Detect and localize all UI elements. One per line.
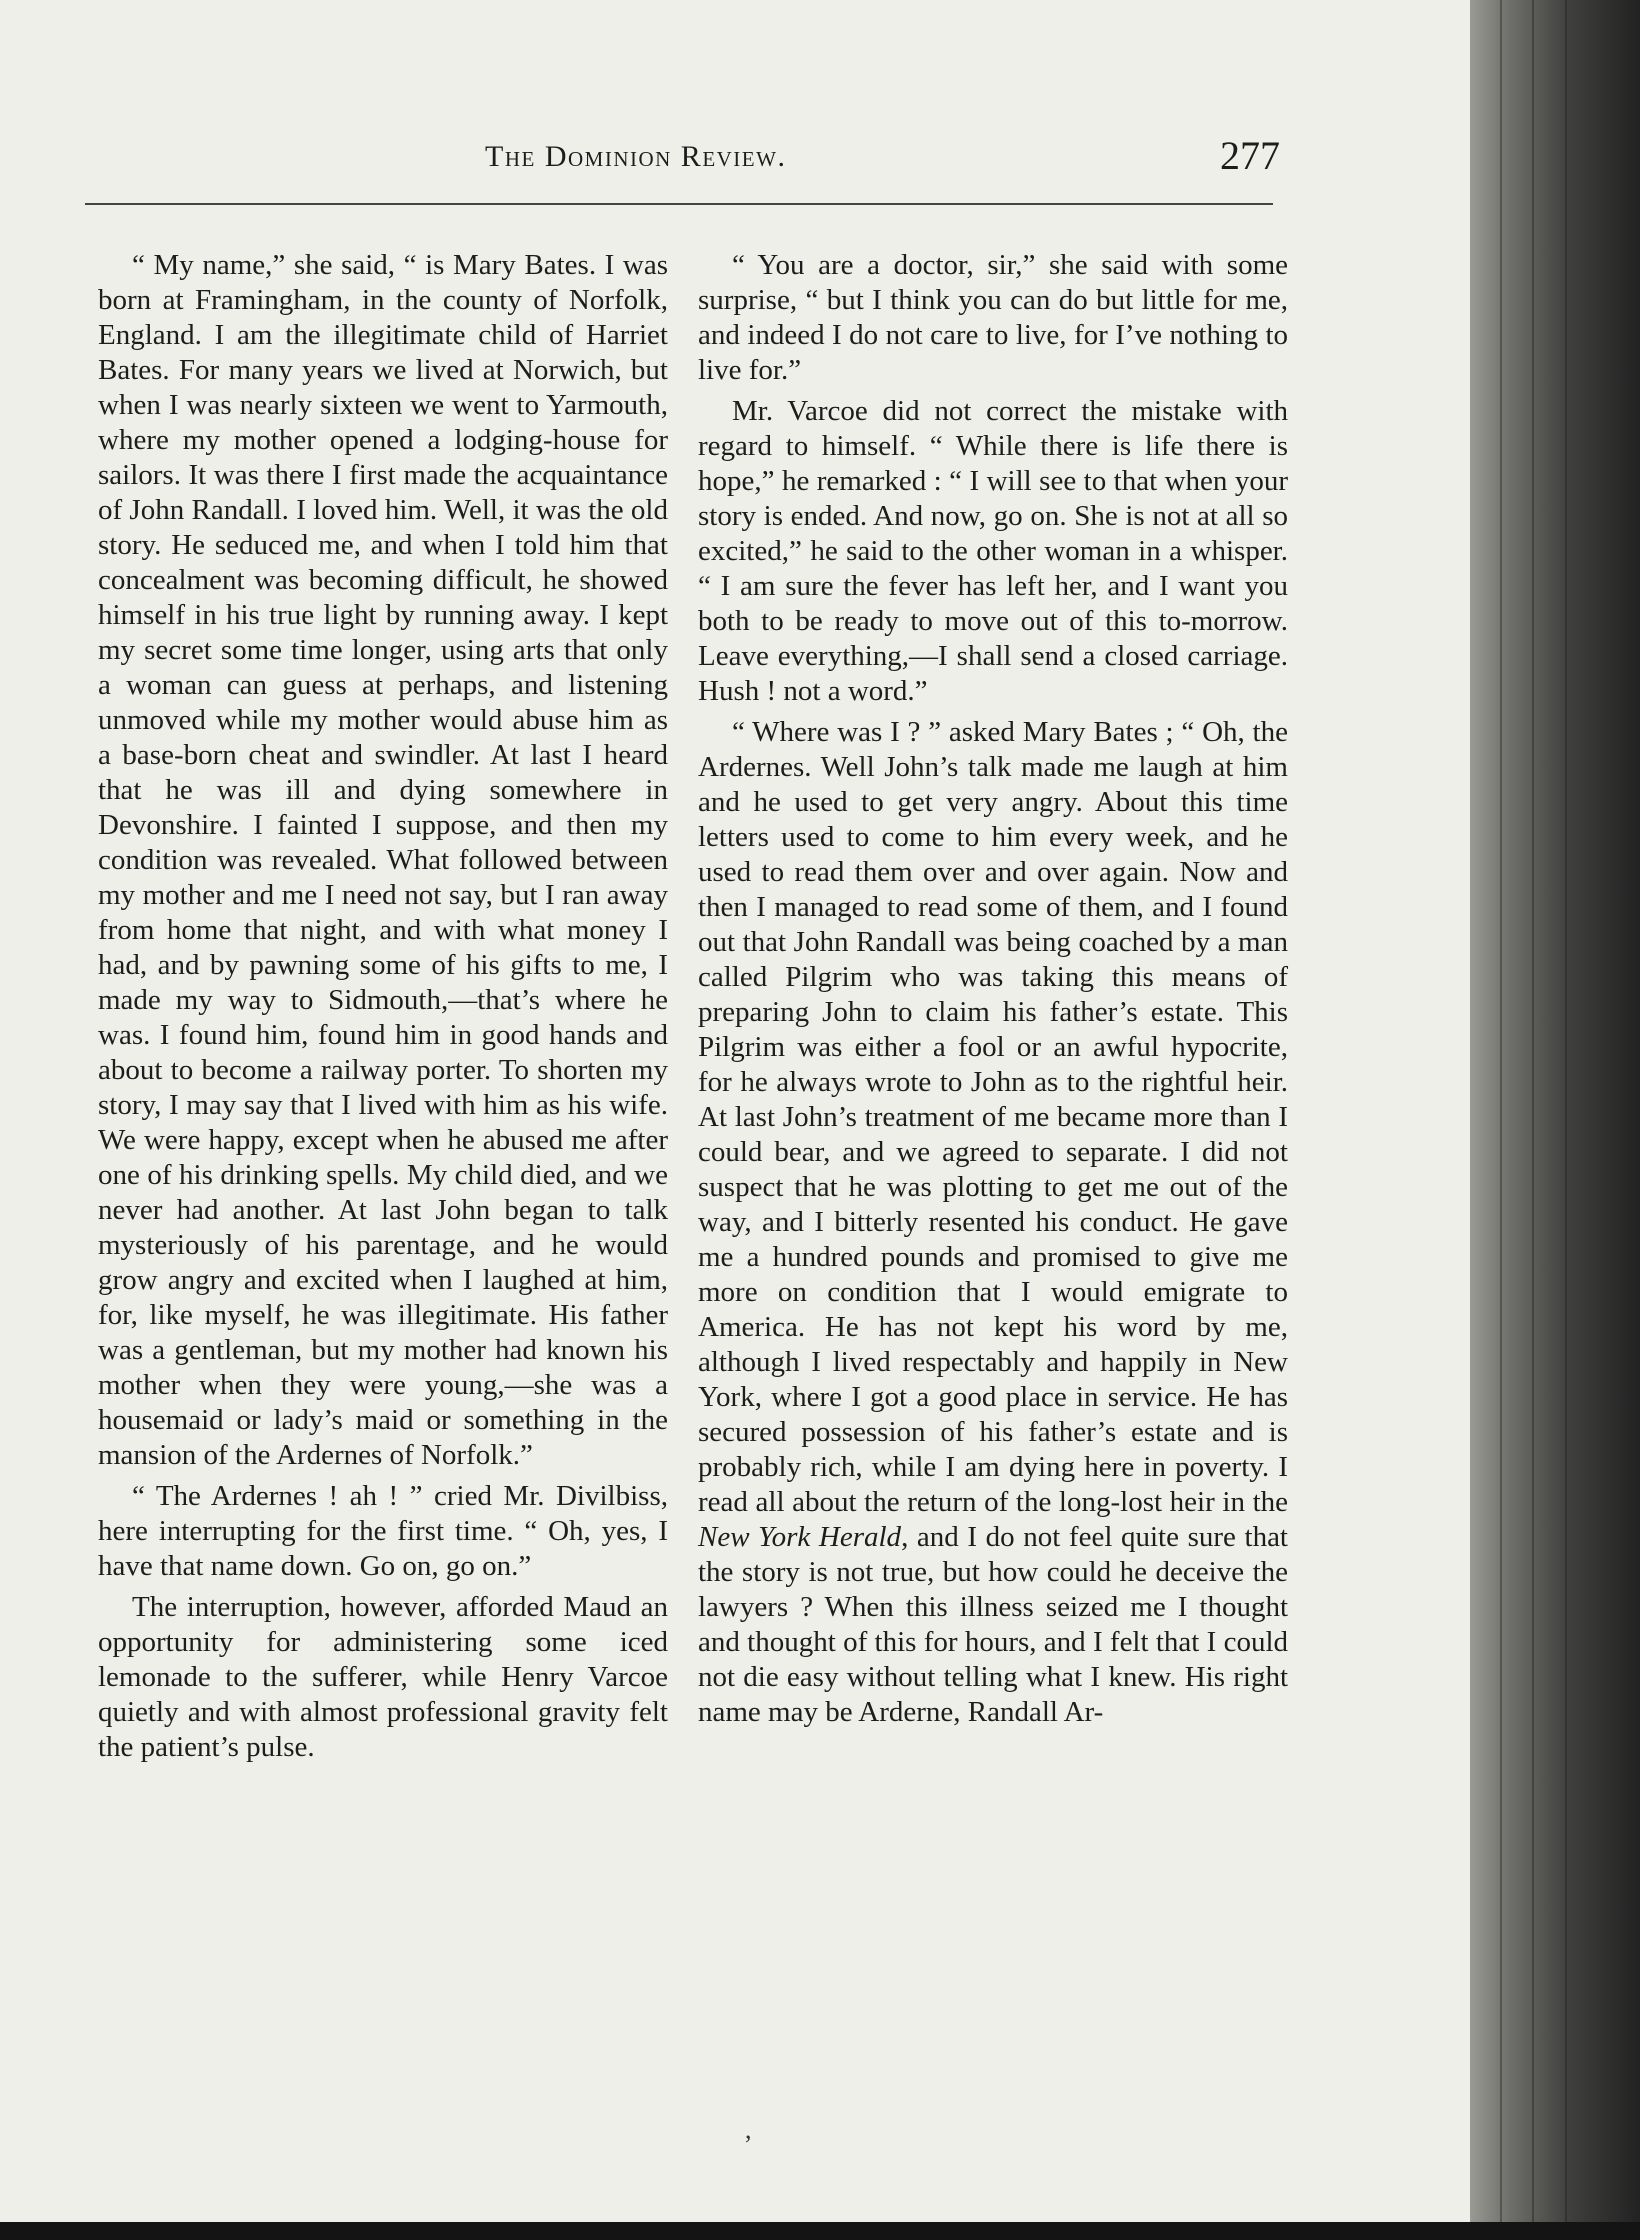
edge-stripe	[1565, 0, 1567, 2222]
paragraph: “ The Ardernes ! ah ! ” cried Mr. Divilbiss, here interrupting for the first time. “ Oh, yes, I have that name down. Go on, go on.”	[98, 1480, 668, 1582]
paragraph-text: “ Where was I ? ” asked Mary Bates ; “ Oh, the Ardernes. Well John’s talk made me laugh at him and he used to get very angry. About this time letters used to come to him every week, and he used to read them over and over again. Now and then I managed to read some of them, and I found out that John Randall was being coached by a man called Pilgrim who was taking this means of preparing John to claim his father’s estate. This Pilgrim was either a fool or an awful hypocrite, for he always wrote to John as to the rightful heir. At last John’s treatment of me became more than I could bear, and we agreed to separate. I did not suspect that he was plotting to get me out of the way, and I bitterly resented his conduct. He gave me a hundred pounds and promised to give me more on condition that I would emigrate to America. He has not kept his word by me, although I lived respectably and happily in New York, where I got a good place in service. He has secured possession of his father’s estate and is probably rich, while I am dying here in poverty. I read all about the return of the long-lost heir in the	[698, 716, 1288, 1518]
right-column	[698, 248, 1288, 1736]
paragraph: “ You are a doctor, sir,” she said with some surprise, “ but I think you can do but little for me, and indeed I do not care to live, for I’ve nothing to live for.”	[698, 249, 1288, 386]
paragraph: Mr. Varcoe did not correct the mistake with regard to himself. “ While there is life there is hope,” he remarked : “ I will see to that when your story is ended. And now, go on. She is not at all so excited,” he said to the other woman in a whisper. “ I am sure the fever has left her, and I want you both to be ready to move out of this to-morrow. Leave everything,—I shall send a closed carriage. Hush ! not a word.”	[698, 395, 1288, 707]
paragraph	[698, 715, 1288, 1730]
paragraph: “ My name,” she said, “ is Mary Bates. I was born at Framingham, in the county of Norfolk, England. I am the illegitimate child of Harriet Bates. For many years we lived at Norwich, but when I was nearly sixteen we went to Yarmouth, where my mother opened a lodging-house for sailors. It was there I first made the acquaintance of John Randall. I loved him. Well, it was the old story. He seduced me, and when I told him that concealment was becoming difficult, he showed himself in his true light by running away. I kept my secret some time longer, using arts that only a woman can guess at perhaps, and listening unmoved while my mother would abuse him as a base-born cheat and swindler. At last I heard that he was ill and dying somewhere in Devonshire. I fainted I suppose, and then my condition was revealed. What followed between my mother and me I need not say, but I ran away from home that night, and with what money I had, and by pawning some of his gifts to me, I made my way to Sidmouth,—that’s where he was. I found him, found him in good hands and about to become a railway porter. To shorten my story, I may say that I lived with him as his wife. We were happy, except when he abused me after one of his drinking spells. My child died, and we never had another. At last John began to talk mysteriously of his parentage, and he would grow angry and excited when I laughed at him, for, like myself, he was illegitimate. His father was a gentleman, but my mother had known his mother when they were young,—she was a housemaid or lady’s maid or something in the mansion of the Ardernes of Norfolk.”	[98, 249, 668, 1471]
left-column	[98, 248, 668, 1771]
newspaper-title: New York Herald	[698, 1521, 902, 1553]
page-number: 277	[1220, 133, 1280, 178]
edge-stripe	[1500, 0, 1502, 2222]
stray-mark: ,	[745, 2115, 752, 2144]
page-edge-binding	[1470, 0, 1640, 2222]
paragraph: The interruption, however, afforded Maud an opportunity for administering some iced lemonade to the sufferer, while Henry Varcoe quietly and with almost professional gravity felt the patient’s pulse.	[98, 1591, 668, 1763]
header-rule	[85, 203, 1273, 205]
paragraph-text: , and I do not feel quite sure that the story is not true, but how could he deceive the lawyers ? When this illness seized me I thought and thought of this for hours, and I felt that I could not die easy without telling what I knew. His right name may be Arderne, Randall Ar-	[698, 1521, 1288, 1728]
page-header	[80, 133, 1280, 200]
edge-stripe	[1532, 0, 1534, 2222]
running-title: The Dominion Review.	[485, 140, 787, 173]
bottom-edge	[0, 2222, 1640, 2240]
